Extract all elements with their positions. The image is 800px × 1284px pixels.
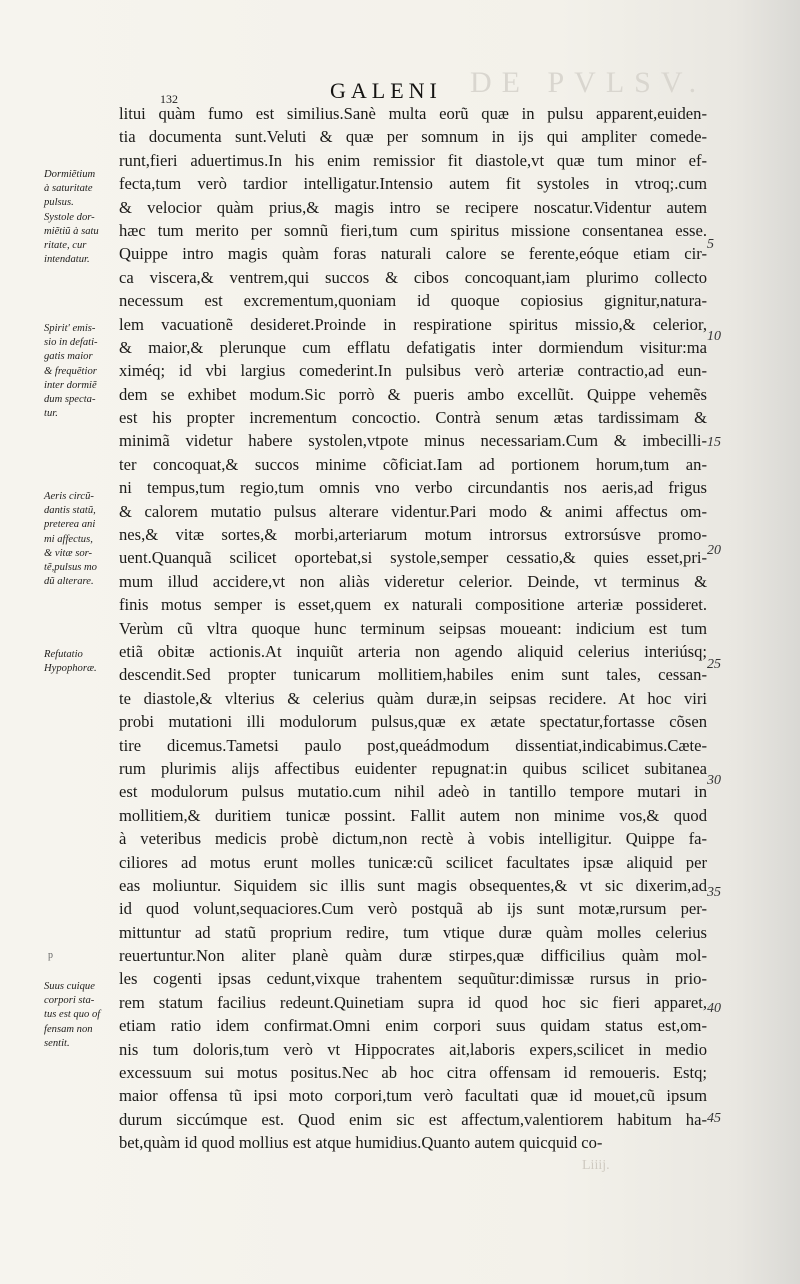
- text-line: Verùm cũ vltra quoque hunc terminum seipsas moueant: indicium est tum: [119, 618, 707, 638]
- text-line: lem vacuationẽ desideret.Proinde in respiratione spiritus missio,& celerior,: [119, 314, 707, 334]
- margin-note: [44, 648, 124, 676]
- margin-note-line: Hypophoræ.: [44, 663, 97, 675]
- text-line: mittuntur ad statũ proprium redire, tum vtique duræ quàm molles celerius: [119, 922, 707, 942]
- line-number: 45: [707, 1111, 721, 1126]
- text-line: ximéq; id vbi largius comederint.In pulsibus verò arteriæ contractio,ad eun-: [119, 361, 707, 381]
- margin-note-line: intendatur.: [44, 254, 90, 266]
- text-line: nes,& vitæ sortes,& morbi,arteriarum motum introrsus extrorsúsve promo-: [119, 525, 707, 545]
- text-line: nis tum doloris,tum verò vt Hippocrates ait,laboris expers,scilicet in medio: [119, 1039, 707, 1059]
- ghost-folio: Liiij.: [582, 1158, 610, 1173]
- line-number: 10: [707, 329, 721, 344]
- text-line: mollitiem,& duritiem tunicæ possint. Fallit autem non minime vos,& quod: [119, 805, 707, 825]
- text-line: & velocior quàm prius,& magis intro se recipere noscatur.Videntur autem: [119, 197, 707, 217]
- margin-note-line: preterea ani: [44, 519, 96, 531]
- text-line: dem se exhibet modum.Sic porrò & pueris ambo excellũt. Quippe vehemẽs: [119, 384, 707, 404]
- margin-note-line: Aeris circũ-: [44, 491, 94, 502]
- text-line: etiã obitæ actionis.At inquiũt arteria non agendo aliquid celerius interiúsq;: [119, 641, 707, 661]
- text-line: eas moliuntur. Siquidem sic illis sunt magis obsequentes,& vt sic dixerim,ad: [119, 875, 707, 895]
- margin-note: [44, 490, 124, 589]
- text-line: hæc tum merito per somnũ fieri,tum cum spiritus missione consentanea esse.: [119, 220, 707, 240]
- margin-note-line: gatis maior: [44, 351, 93, 363]
- text-line: reuertuntur.Non aliter planè quàm duræ stirpes,quæ difficilius quàm mol-: [119, 946, 707, 966]
- text-line: litui quàm fumo est similius.Sanè multa eorũ quæ in pulsu apparent,euiden-: [119, 104, 707, 123]
- margin-note-line: miẽtiũ à satu: [44, 225, 99, 237]
- body-text: [119, 102, 707, 1155]
- line-number: 40: [707, 1001, 721, 1016]
- stray-mark: p: [48, 950, 53, 961]
- margin-note-line: sio in defati-: [44, 337, 98, 349]
- margin-note-line: dum specta-: [44, 394, 96, 406]
- text-line: est his propter incrementum concoctio. Contrà senum ætas tardissimam &: [119, 408, 707, 428]
- text-line: Quippe intro magis quàm foras naturali calore se ferente,eóque etiam cir-: [119, 244, 707, 264]
- text-line: probi mutationi illi modulorum pulsus,quæ ex ætate spectatur,fortasse cõsen: [119, 712, 707, 732]
- margin-note-line: inter dormiẽ: [44, 379, 97, 391]
- margin-note-line: pulsus.: [44, 197, 74, 209]
- text-line: maior offensa tũ ipsi moto corpori,tum verò facultati quæ id mouet,cũ ipsum: [119, 1086, 707, 1106]
- text-line: id quod volunt,sequaciores.Cum verò postquã ab ijs sunt motæ,rursum per-: [119, 899, 707, 919]
- text-line: rem statum facilius redeunt.Quinetiam supra id quod hoc sic fieri apparet,: [119, 992, 707, 1012]
- text-line: necessum est excrementum,quoniam id quoque copiosius gignitur,natura-: [119, 291, 707, 311]
- text-line: tire dicemus.Tametsi paulo post,queádmodum dissentiat,indicabimus.Cæte-: [119, 735, 707, 755]
- line-number: 15: [707, 435, 721, 450]
- margin-note-line: Suus cuique: [44, 981, 95, 992]
- margin-note-line: tus est quo of: [44, 1009, 101, 1021]
- text-line: mum illud accidere,vt non aliàs videretur celerior. Deinde, vt terminus &: [119, 571, 707, 591]
- text-line: est modulorum pulsus mutatio.cum nihil adeò in tantillo tempore mutari in: [119, 782, 707, 802]
- margin-note-line: dantis statũ,: [44, 505, 96, 517]
- margin-note-line: mi affectus,: [44, 533, 93, 545]
- margin-note-line: sentit.: [44, 1037, 70, 1049]
- margin-note: [44, 980, 124, 1051]
- text-line: minimã videtur habere systolen,vtpote minus necessariam.Cum & imbecilli-: [119, 431, 707, 451]
- margin-note: [44, 322, 124, 421]
- margin-note-line: ritate, cur: [44, 240, 87, 252]
- page-number: 132: [160, 92, 178, 106]
- text-line: durum siccúmque est. Quod enim sic est affectum,valentiorem habitum ha-: [119, 1109, 707, 1129]
- margin-note-line: tẽ,pulsus mo: [44, 562, 97, 574]
- text-line: te diastole,& vlterius & celerius quàm duræ,in seipsas recidere. At hoc viri: [119, 688, 707, 708]
- margin-note-line: & frequẽtior: [44, 365, 97, 377]
- text-line: bet,quàm id quod mollius est atque humidius.Quanto autem quicquid co-: [119, 1133, 603, 1153]
- text-line: descendit.Sed propter tunicarum mollitiem,habiles enim sunt tales, cessan-: [119, 665, 707, 685]
- text-line: ter concoquat,& succos minime cõficiat.Iam ad portionem horum,tum an-: [119, 454, 707, 474]
- text-line: runt,fieri aduertimus.In his enim remissior fit diastole,vt quæ tum minor ef-: [119, 150, 707, 170]
- margin-note-line: fensam non: [44, 1023, 93, 1035]
- line-number: 5: [707, 237, 714, 252]
- text-line: ni tempus,tum regio,tum omnis vno verbo circundantis nos aeris,ad frigus: [119, 478, 707, 498]
- bleed-through-text: DE PVLSV.: [470, 66, 707, 99]
- margin-note-line: corpori sta-: [44, 995, 95, 1007]
- text-line: finis motus semper is esset,quem ex naturali compositione arteriæ possideret.: [119, 595, 707, 615]
- text-line: fecta,tum verò tardior intelligatur.Intensio autem fit systoles in vtroq;.cum: [119, 174, 707, 194]
- margin-note-line: Spirit' emis-: [44, 323, 96, 334]
- text-line: rum plurimis alijs affectibus euidenter repugnat:in quibus scilicet subitanea: [119, 758, 707, 778]
- margin-note-line: tur.: [44, 408, 58, 420]
- text-line: uent.Quanquã scilicet oportebat,si systole,semper cessatio,& quies esset,pri-: [119, 548, 707, 568]
- margin-note-line: Dormiẽtium: [44, 169, 96, 180]
- text-line: etiam ratio idem confirmat.Omni enim corpori suus quidam status est,om-: [119, 1016, 707, 1036]
- margin-note-line: Systole dor-: [44, 211, 95, 223]
- line-number: 25: [707, 657, 721, 672]
- text-line: à veteribus medicis probè dictum,non rectè à vobis intelligitur. Quippe fa-: [119, 829, 707, 849]
- running-head: GALENI: [330, 78, 442, 103]
- text-line: excessuum sui motus positus.Nec ab hoc citra offensam id remoueris. Estq;: [119, 1063, 707, 1083]
- line-number: 20: [707, 543, 721, 558]
- text-line: ciliores ad motus erunt molles tunicæ:cũ scilicet facultates ipsæ aliquid per: [119, 852, 707, 872]
- text-line: & calorem mutatio pulsus alterare videntur.Pari modo & animi affectus om-: [119, 501, 707, 521]
- margin-note: [44, 168, 124, 267]
- text-line: tia documenta sunt.Veluti & quæ per somnum in ijs qui ampliter comede-: [119, 127, 707, 147]
- line-number: 30: [707, 773, 721, 788]
- margin-note-line: dũ alterare.: [44, 576, 94, 588]
- line-number: 35: [707, 885, 721, 900]
- margin-note-line: à saturitate: [44, 183, 93, 195]
- margin-note-line: Refutatio: [44, 649, 83, 660]
- text-line: & maior,& plerunque cum efflatu defatigatis inter dormiendum visitur:ma: [119, 337, 707, 357]
- margin-note-line: & vitæ sor-: [44, 547, 93, 559]
- text-line: ca viscera,& ventrem,qui succos & cibos concoquant,iam plurimo collecto: [119, 267, 707, 287]
- text-line: les cogenti ipsas cedunt,vixque trahentem sequũtur:dimissæ rursus in prio-: [119, 969, 707, 989]
